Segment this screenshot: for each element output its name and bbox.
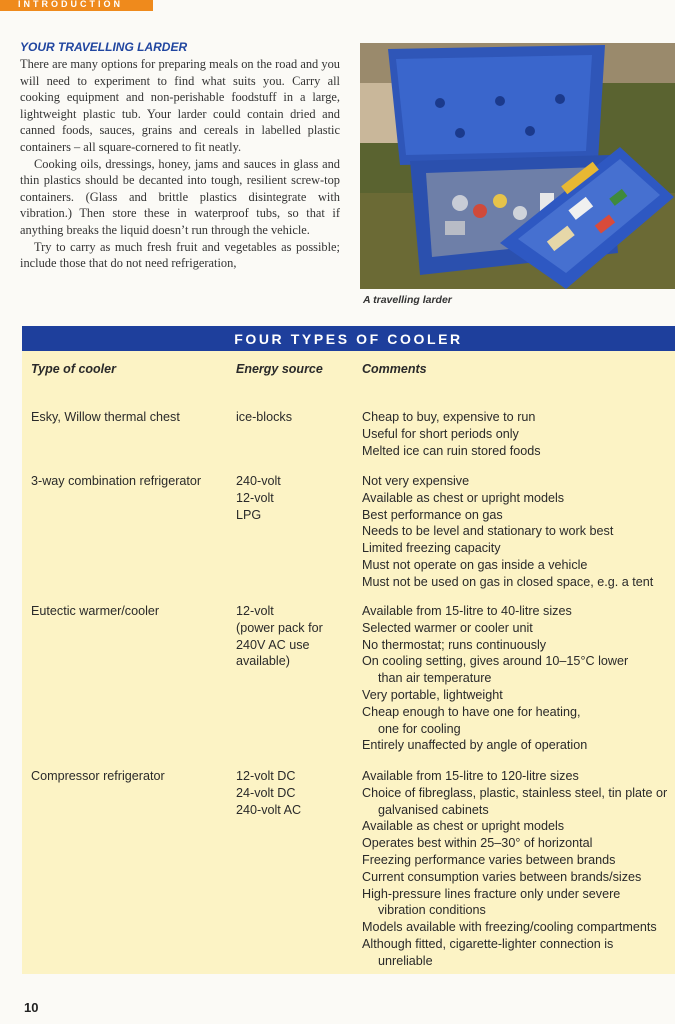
intro-paragraph: There are many options for preparing meals on the road and you will need to experiment to find what suits you. Carry all cooking equipment and non-perishable foodstuff in a large, lightweight plastic tub. Your larder could contain dried and canned foods, sauces, grains and cereals in labelled plastic containers – all square-cornered to fit neatly.	[20, 57, 340, 154]
comments: Available from 15-litre to 120-litre sizes Choice of fibreglass, plastic, stainless steel, tin plate or galvanised cabinets Available as chest or upright models Operates best within 25–30° of horizontal Freezing performance varies between brands Current consumption varies between brands/sizes High-pressure lines fracture only under severe vibration conditions Models available with freezing/cooling compartments Although fitted, cigarette-lighter connection is unreliable	[362, 769, 668, 968]
energy-source: 240-volt 12-volt LPG	[236, 474, 281, 522]
cooler-type: Esky, Willow thermal chest	[31, 410, 180, 424]
section-tab: INTRODUCTION	[0, 0, 153, 11]
intro-paragraph: Cooking oils, dressings, honey, jams and sauces in glass and thin plastics should be decanted into tough, resilient screw-top containers. (Glass and brittle plastics disintegrate with vibration.) Then store these in waterproof tubs, so that if anything breaks the liquid doesn’t run through the vehicle.	[20, 156, 340, 237]
intro-heading: YOUR TRAVELLING LARDER	[20, 40, 188, 54]
cooler-type: Compressor refrigerator	[31, 769, 165, 783]
intro-column	[20, 40, 340, 272]
intro-paragraph: Try to carry as much fresh fruit and vegetables as possible; include those that do not need refrigeration,	[20, 239, 340, 271]
energy-source: 12-volt (power pack for 240V AC use available)	[236, 604, 323, 669]
column-headers	[22, 351, 675, 377]
header-energy: Energy source	[236, 362, 323, 376]
energy-source: 12-volt DC 24-volt DC 240-volt AC	[236, 769, 302, 817]
cooler-type: Eutectic warmer/cooler	[31, 604, 160, 618]
larder-photo	[360, 43, 675, 289]
comments: Available from 15-litre to 40-litre sizes Selected warmer or cooler unit No thermostat; runs continuously On cooling setting, gives around 10–15°C lower than air temperature Very portable, lightweight Cheap enough to have one for heating, one for cooling Entirely unaffected by angle of operation	[362, 604, 629, 753]
photo-caption: A travelling larder	[363, 294, 452, 306]
comments: Cheap to buy, expensive to run Useful for short periods only Melted ice can ruin stored foods	[362, 410, 541, 458]
page-number: 10	[24, 1000, 39, 1015]
cooler-table	[22, 326, 675, 974]
comments: Not very expensive Available as chest or upright models Best performance on gas Needs to be level and stationary to work best Limited freezing capacity Must not operate on gas inside a vehicle Must not be used on gas in closed space, e.g. a tent	[362, 474, 654, 589]
cooler-table-title: FOUR TYPES OF COOLER	[22, 326, 675, 351]
header-comments: Comments	[362, 362, 427, 376]
cooler-type: 3-way combination refrigerator	[31, 474, 202, 488]
header-type: Type of cooler	[31, 362, 116, 376]
energy-source: ice-blocks	[236, 410, 292, 424]
